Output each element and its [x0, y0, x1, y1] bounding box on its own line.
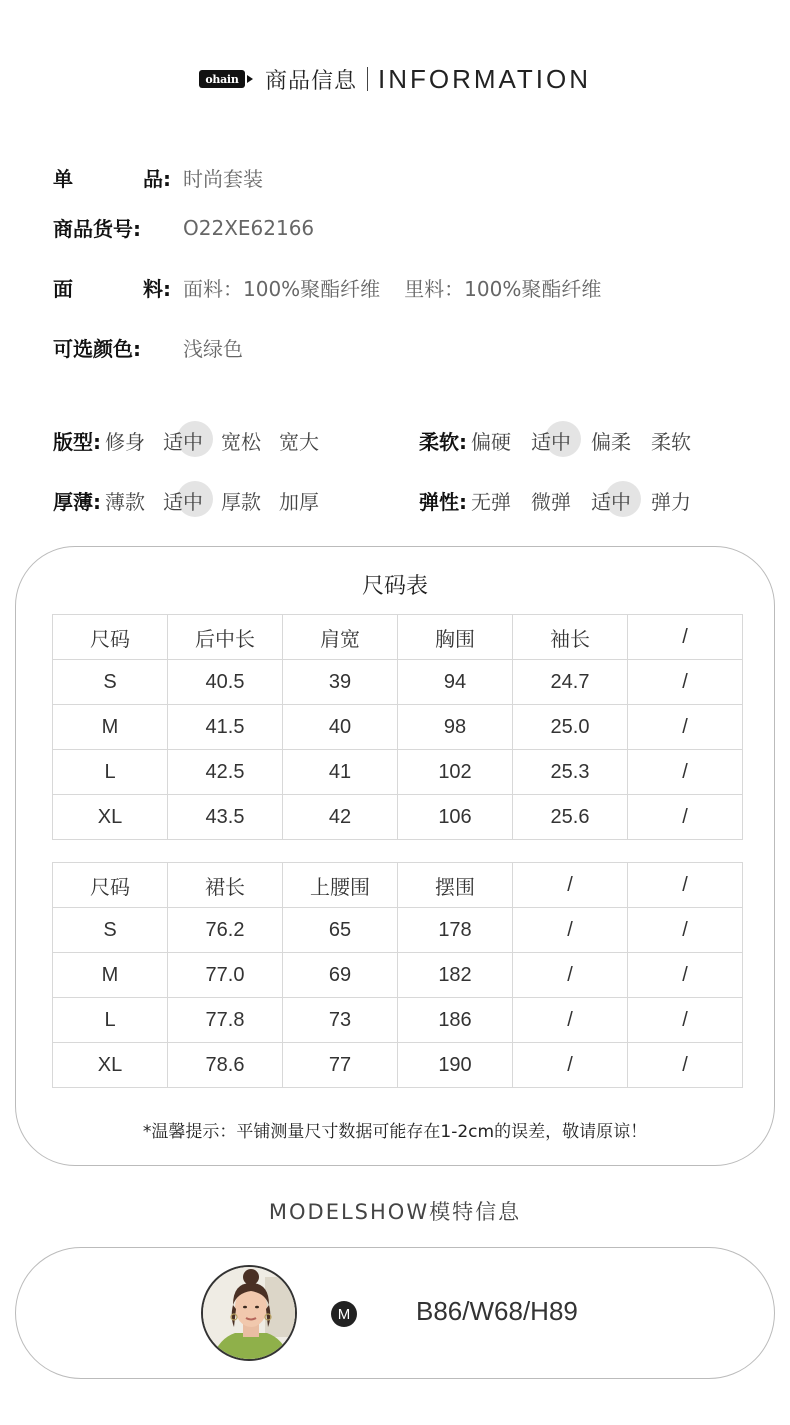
- table-cell: 摆围: [398, 863, 513, 908]
- table-cell: /: [513, 908, 628, 953]
- table-cell: /: [513, 863, 628, 908]
- info-row-code: [53, 213, 314, 242]
- info-label-code: 商品货号:: [53, 217, 141, 241]
- table-cell: 尺码: [53, 863, 168, 908]
- table-cell: /: [513, 998, 628, 1043]
- table-cell: 94: [398, 660, 513, 705]
- table-cell: 袖长: [513, 615, 628, 660]
- table-cell: 39: [283, 660, 398, 705]
- table-cell: /: [628, 795, 743, 840]
- table-cell: XL: [53, 1043, 168, 1088]
- table-cell: 40.5: [168, 660, 283, 705]
- attr-option: 厚款: [221, 490, 261, 514]
- table-header-row: [53, 615, 743, 660]
- info-value-fabric-lining: 里料：100%聚酯纤维: [404, 277, 602, 301]
- table-cell: 24.7: [513, 660, 628, 705]
- table-cell: 98: [398, 705, 513, 750]
- table-cell: M: [53, 705, 168, 750]
- attr-label-thickness: 厚薄:: [53, 490, 101, 514]
- info-value-code: O22XE62166: [183, 215, 315, 240]
- table-row: [53, 660, 743, 705]
- table-cell: 186: [398, 998, 513, 1043]
- table-cell: 77.8: [168, 998, 283, 1043]
- attr-option-selected: 适中: [163, 426, 203, 455]
- table-cell: XL: [53, 795, 168, 840]
- model-avatar: [201, 1265, 297, 1361]
- table-row: [53, 750, 743, 795]
- model-section-title: MODELSHOW模特信息: [268, 1200, 522, 1224]
- model-size-badge: M: [331, 1301, 357, 1327]
- table-header-row: [53, 863, 743, 908]
- table-cell: 73: [283, 998, 398, 1043]
- table-cell: 41.5: [168, 705, 283, 750]
- table-cell: /: [628, 705, 743, 750]
- table-cell: /: [628, 1043, 743, 1088]
- table-row: [53, 908, 743, 953]
- table-cell: 裙长: [168, 863, 283, 908]
- attr-label-softness: 柔软:: [419, 430, 467, 454]
- table-cell: 78.6: [168, 1043, 283, 1088]
- table-cell: 肩宽: [283, 615, 398, 660]
- table-cell: /: [628, 615, 743, 660]
- table-cell: M: [53, 953, 168, 998]
- attr-option-selected: 适中: [531, 426, 571, 455]
- table-cell: L: [53, 750, 168, 795]
- attr-option: 宽大: [279, 430, 319, 454]
- table-cell: 77: [283, 1043, 398, 1088]
- model-info-card: [15, 1247, 775, 1379]
- table-cell: 42: [283, 795, 398, 840]
- table-row: [53, 705, 743, 750]
- header-title-en: INFORMATION: [377, 63, 592, 94]
- info-label-fabric: 面 料:: [53, 277, 171, 301]
- table-cell: /: [628, 863, 743, 908]
- table-cell: S: [53, 908, 168, 953]
- table-cell: 102: [398, 750, 513, 795]
- table-cell: 43.5: [168, 795, 283, 840]
- table-cell: 77.0: [168, 953, 283, 998]
- attr-option: 弹力: [651, 490, 691, 514]
- table-cell: /: [628, 908, 743, 953]
- table-cell: 42.5: [168, 750, 283, 795]
- info-value-item: 时尚套装: [183, 167, 263, 191]
- header-title-cn: 商品信息: [264, 68, 357, 94]
- table-cell: /: [628, 953, 743, 998]
- table-cell: S: [53, 660, 168, 705]
- table-row: [53, 998, 743, 1043]
- attr-option: 宽松: [221, 430, 261, 454]
- attr-option: 无弹: [471, 490, 511, 514]
- attr-label-fit: 版型:: [53, 430, 101, 454]
- size-table-top: [52, 614, 743, 840]
- info-value-fabric-outer: 面料：100%聚酯纤维: [183, 277, 381, 301]
- attr-option: 薄款: [105, 490, 145, 514]
- page-header: [0, 62, 790, 96]
- table-cell: 190: [398, 1043, 513, 1088]
- measurement-note: *温馨提示：平铺测量尺寸数据可能存在1-2cm的误差，敬请原谅！: [142, 1122, 648, 1142]
- table-cell: /: [628, 660, 743, 705]
- table-cell: 后中长: [168, 615, 283, 660]
- table-cell: /: [628, 998, 743, 1043]
- info-label-color: 可选颜色:: [53, 337, 141, 361]
- table-cell: /: [628, 750, 743, 795]
- attr-option: 偏硬: [471, 430, 511, 454]
- table-cell: 25.0: [513, 705, 628, 750]
- attr-softness: [419, 426, 709, 455]
- attr-option: 柔软: [651, 430, 691, 454]
- table-cell: 尺码: [53, 615, 168, 660]
- attr-label-elasticity: 弹性:: [419, 490, 467, 514]
- table-row: [53, 953, 743, 998]
- model-measurements: B86/W68/H89: [416, 1296, 578, 1326]
- attr-option-selected: 适中: [591, 486, 631, 515]
- attr-option: 微弹: [531, 490, 571, 514]
- table-cell: /: [513, 953, 628, 998]
- play-arrow-icon: [247, 75, 253, 83]
- info-label-item: 单 品:: [53, 167, 171, 191]
- table-cell: 上腰围: [283, 863, 398, 908]
- size-chart-card: [15, 546, 775, 1166]
- attr-elasticity: [419, 486, 709, 515]
- table-cell: 40: [283, 705, 398, 750]
- table-cell: 178: [398, 908, 513, 953]
- size-chart-title: 尺码表: [361, 574, 428, 599]
- size-table-bottom: [52, 862, 743, 1088]
- attr-fit: [53, 426, 337, 455]
- info-value-color: 浅绿色: [183, 337, 243, 361]
- table-cell: 182: [398, 953, 513, 998]
- info-row-color: [53, 333, 243, 362]
- brand-logo: ohain: [199, 70, 245, 88]
- attr-option: 加厚: [279, 490, 319, 514]
- attr-option: 修身: [105, 430, 145, 454]
- attr-thickness: [53, 486, 337, 515]
- attr-option: 偏柔: [591, 430, 631, 454]
- table-cell: 65: [283, 908, 398, 953]
- table-cell: 25.6: [513, 795, 628, 840]
- table-cell: 69: [283, 953, 398, 998]
- table-cell: 76.2: [168, 908, 283, 953]
- table-cell: 106: [398, 795, 513, 840]
- table-row: [53, 1043, 743, 1088]
- info-row-fabric: [53, 273, 601, 302]
- table-cell: L: [53, 998, 168, 1043]
- header-divider: [367, 67, 368, 91]
- table-row: [53, 795, 743, 840]
- attr-option-selected: 适中: [163, 486, 203, 515]
- table-cell: 25.3: [513, 750, 628, 795]
- table-cell: /: [513, 1043, 628, 1088]
- model-portrait-image: [203, 1267, 297, 1361]
- info-row-item: [53, 163, 263, 192]
- table-cell: 41: [283, 750, 398, 795]
- table-cell: 胸围: [398, 615, 513, 660]
